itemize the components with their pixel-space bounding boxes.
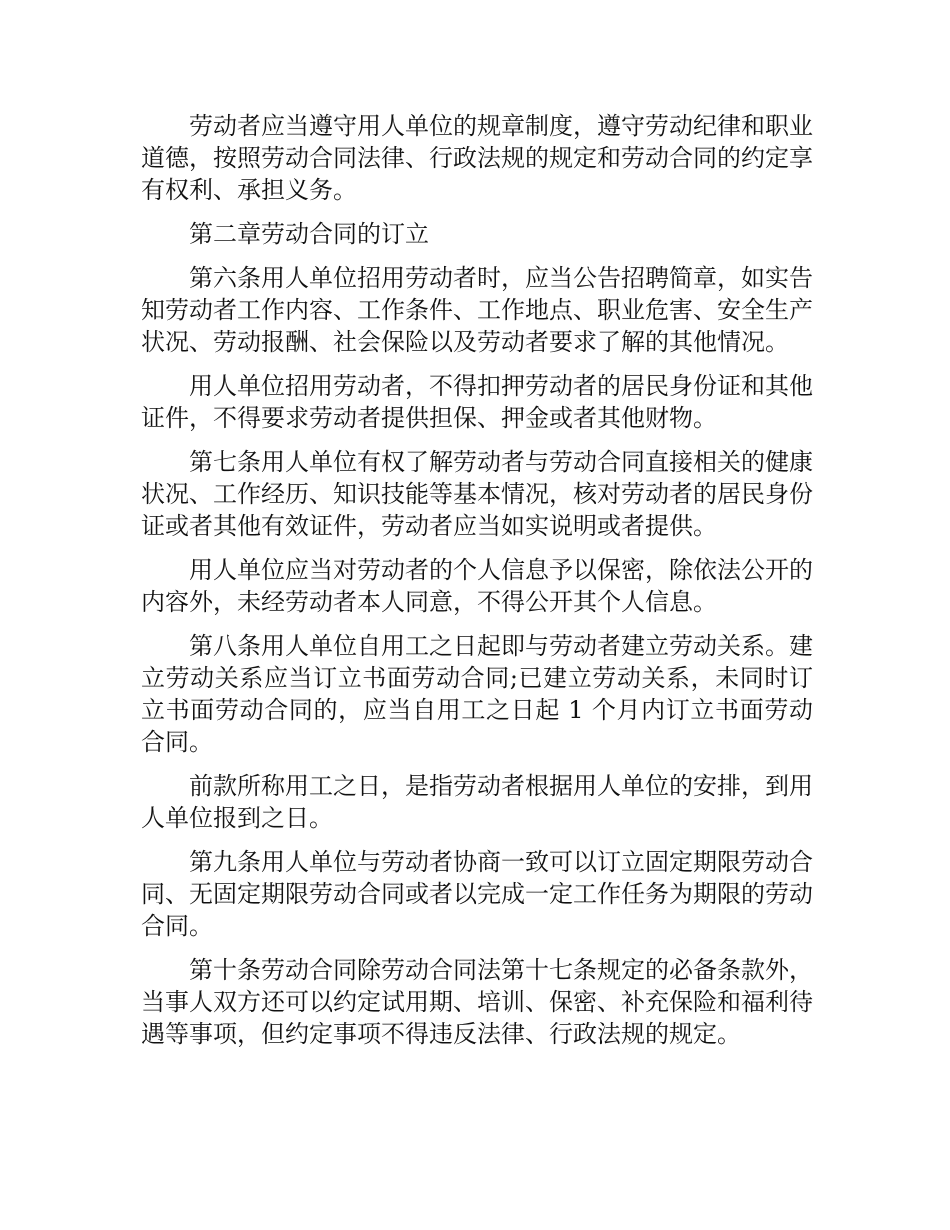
paragraph-employment-date: 前款所称用工之日，是指劳动者根据用人单位的安排，到用人单位报到之日。 (141, 772, 813, 832)
document-body (141, 110, 813, 1062)
paragraph-privacy: 用人单位应当对劳动者的个人信息予以保密，除依法公开的内容外，未经劳动者本人同意，不得公开其个人信息。 (141, 556, 813, 616)
paragraph-article-9: 第九条用人单位与劳动者协商一致可以订立固定期限劳动合同、无固定期限劳动合同或者以完成一定工作任务为期限的劳动合同。 (141, 848, 813, 940)
paragraph-no-id-detention: 用人单位招用劳动者，不得扣押劳动者的居民身份证和其他证件，不得要求劳动者提供担保、押金或者其他财物。 (141, 372, 813, 432)
chapter-heading: 第二章劳动合同的订立 (189, 220, 429, 248)
paragraph-article-10: 第十条劳动合同除劳动合同法第十七条规定的必备条款外，当事人双方还可以约定试用期、培训、保密、补充保险和福利待遇等事项，但约定事项不得违反法律、行政法规的规定。 (141, 956, 813, 1048)
paragraph-duty-obligation: 劳动者应当遵守用人单位的规章制度，遵守劳动纪律和职业道德，按照劳动合同法律、行政法规的规定和劳动合同的约定享有权利、承担义务。 (141, 112, 813, 204)
paragraph-article-7: 第七条用人单位有权了解劳动者与劳动合同直接相关的健康状况、工作经历、知识技能等基本情况，核对劳动者的居民身份证或者其他有效证件，劳动者应当如实说明或者提供。 (141, 448, 813, 540)
paragraph-article-6: 第六条用人单位招用劳动者时，应当公告招聘简章，如实告知劳动者工作内容、工作条件、工作地点、职业危害、安全生产状况、劳动报酬、社会保险以及劳动者要求了解的其他情况。 (141, 264, 813, 356)
paragraph-article-8: 第八条用人单位自用工之日起即与劳动者建立劳动关系。建立劳动关系应当订立书面劳动合同;已建立劳动关系，未同时订立书面劳动合同的，应当自用工之日起 1 个月内订立书面劳动合同。 (141, 632, 813, 756)
